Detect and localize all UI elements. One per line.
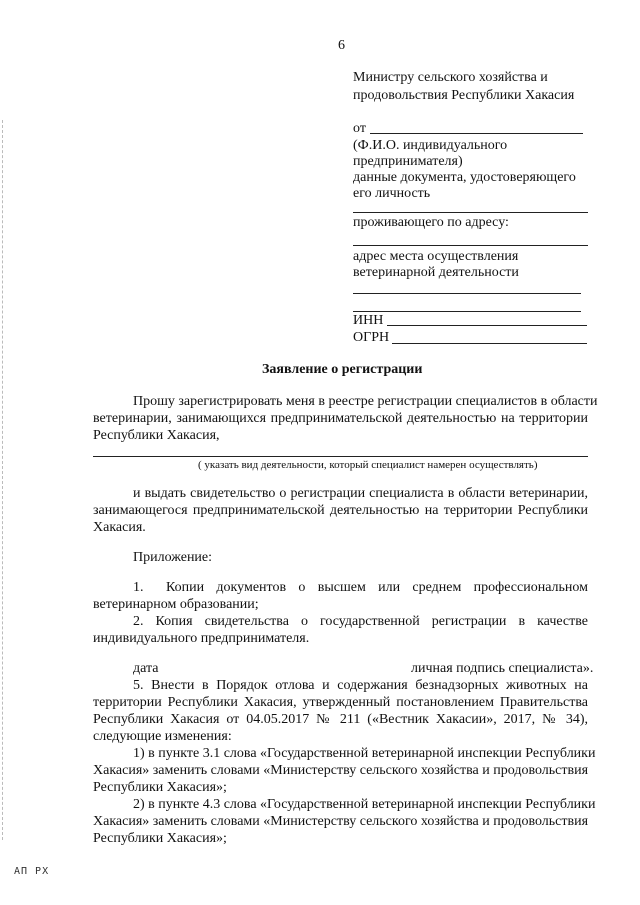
item1-line1: Копии документов о высшем или среднем профессиональном [166,580,588,595]
p5-line2: территории Республики Хакасия, утвержденный постановлением Правительства [93,695,588,710]
address-underline [353,245,588,246]
item1-line2: ветеринарном образовании; [93,597,259,612]
addressee-line1: Министру сельского хозяйства и [353,70,548,85]
p2-line1: и выдать свидетельство о регистрации специалиста в области ветеринарии, [133,486,588,501]
change2-line3: Республики Хакасия»; [93,831,227,846]
doc-underline [353,212,588,213]
doc-line1: данные документа, удостоверяющего [353,170,576,185]
p1-line3: Республики Хакасия, [93,428,220,443]
p2-line2: занимающегося предпринимательской деятельностью на территории Республики [93,503,588,518]
footer-mark: АП РХ [14,866,50,877]
page-number: 6 [338,38,345,53]
document-title: Заявление о регистрации [262,362,423,377]
ogrn-underline [392,343,587,344]
p5-line4: следующие изменения: [93,729,232,744]
vet-address-line2: ветеринарной деятельности [353,265,519,280]
fio-line2: предпринимателя) [353,154,463,169]
doc-line2: его личность [353,186,431,201]
item2-line2: индивидуального предпринимателя. [93,631,310,646]
change1-line2: Хакасия» заменить словами «Министерству сельского хозяйства и продовольствия [93,763,589,778]
inn-label: ИНН [353,313,384,328]
ogrn-label: ОГРН [353,330,390,345]
p5-line3: Республики Хакасия от 04.05.2017 № 211 («Вестник Хакасии», 2017, № 34), [93,712,588,727]
activity-underline [93,456,588,457]
date-label: дата [133,661,159,676]
activity-hint: ( указать вид деятельности, который специалист намерен осуществлять) [198,459,538,471]
residing-label: проживающего по адресу: [353,215,509,230]
signature-label: личная подпись специалиста». [411,661,594,676]
change2-line1: 2) в пункте 4.3 слова «Государственной ветеринарной инспекции Республики [133,797,596,812]
addressee-line2: продовольствия Республики Хакасия [353,88,575,103]
page-edge-marks [2,120,4,840]
inn-underline [387,325,587,326]
p5-line1: 5. Внести в Порядок отлова и содержания безнадзорных животных на [133,678,588,693]
p1-line1: Прошу зарегистрировать меня в реестре регистрации специалистов в области [133,394,598,409]
change2-line2: Хакасия» заменить словами «Министерству сельского хозяйства и продовольствия [93,814,589,829]
p1-line2: ветеринарии, занимающихся предпринимательской деятельностью на территории [93,411,588,426]
from-label: от [353,121,366,136]
vet-address-underline1 [353,293,581,294]
item1-number: 1. [133,580,144,595]
appendix-label: Приложение: [133,550,213,565]
from-underline [370,133,583,134]
p2-line3: Хакасия. [93,520,146,535]
fio-line1: (Ф.И.О. индивидуального [353,138,508,153]
vet-address-underline2 [353,311,581,312]
change1-line1: 1) в пункте 3.1 слова «Государственной ветеринарной инспекции Республики [133,746,596,761]
vet-address-line1: адрес места осуществления [353,249,519,264]
change1-line3: Республики Хакасия»; [93,780,227,795]
item2-line1: 2. Копия свидетельства о государственной регистрации в качестве [133,614,588,629]
